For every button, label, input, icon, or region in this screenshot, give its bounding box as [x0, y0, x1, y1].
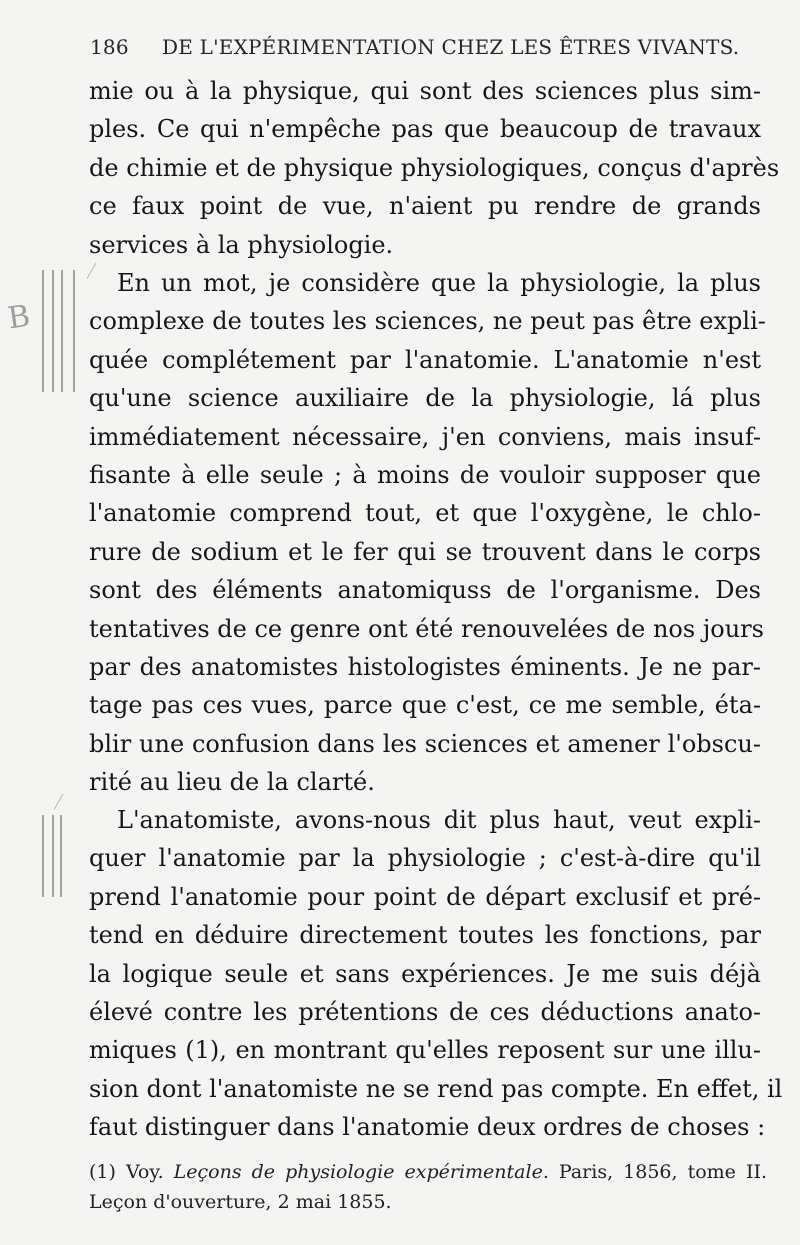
- text-line: complexe de toutes les sciences, ne peut pas être expli-: [89, 307, 766, 336]
- text-line: prend l'anatomie pour point de départ exclusif et pré-: [89, 882, 761, 911]
- text-line: services à la physiologie.: [89, 230, 394, 259]
- text-line: rure de sodium et le fer qui se trouvent dans le corps: [89, 537, 761, 566]
- text-line: élevé contre les prétentions de ces déductions anato-: [89, 997, 761, 1026]
- text-line: En un mot, je considère que la physiologie, la plus: [117, 269, 761, 297]
- text-line: par des anatomistes histologistes éminents. Je ne par-: [89, 652, 761, 681]
- text-line: mie ou à la physique, qui sont des sciences plus sim-: [89, 77, 761, 105]
- text-line: fisante à elle seule ; à moins de vouloir supposer que: [89, 460, 761, 489]
- text-line: miques (1), en montrant qu'elles reposent sur une illu-: [89, 1036, 761, 1065]
- page-number: 186: [90, 35, 129, 59]
- text-line: qu'une science auxiliaire de la physiologie, lá plus: [89, 384, 761, 413]
- footnote-title: Leçons de physiologie expérimentale.: [173, 1161, 549, 1183]
- footnote-line: Leçon d'ouverture, 2 mai 1855.: [89, 1191, 392, 1213]
- pencil-slash-mark: [54, 794, 65, 811]
- text-line: tage pas ces vues, parce que c'est, ce me semble, éta-: [89, 691, 761, 720]
- page-header: [90, 35, 760, 65]
- text-line: tend en déduire directement toutes les fonctions, par: [89, 921, 761, 950]
- footnote-marker: (1) Voy.: [89, 1161, 164, 1183]
- text-line: ce faux point de vue, n'aient pu rendre de grands: [89, 192, 761, 221]
- pencil-margin-line: [52, 815, 54, 897]
- paragraph-3: [89, 801, 783, 1147]
- running-title: DE L'EXPÉRIMENTATION CHEZ LES ÊTRES VIVANTS.: [162, 35, 740, 59]
- text-line: faut distinguer dans l'anatomie deux ordres de choses :: [89, 1113, 766, 1142]
- footnote-reference: Paris, 1856, tome II.: [558, 1161, 768, 1183]
- text-line: ples. Ce qui n'empêche pas que beaucoup de travaux: [89, 115, 761, 144]
- pencil-margin-line: [61, 270, 63, 392]
- pencil-letter-annotation: B: [5, 298, 33, 337]
- pencil-margin-line: [60, 815, 62, 897]
- text-line: sont des éléments anatomiquss de l'organisme. Des: [89, 576, 761, 605]
- text-line: de chimie et de physique physiologiques, conçus d'après: [89, 153, 780, 182]
- text-line: la logique seule et sans expériences. Je me suis déjà: [89, 959, 761, 988]
- footnote-line: [89, 1157, 767, 1187]
- text-line: blir une confusion dans les sciences et amener l'obscu-: [89, 729, 761, 758]
- text-line: L'anatomiste, avons-nous dit plus haut, veut expli-: [117, 806, 761, 834]
- text-line: tentatives de ce genre ont été renouvelées de nos jours: [89, 614, 764, 643]
- text-line: rité au lieu de la clarté.: [89, 768, 375, 797]
- text-line: immédiatement nécessaire, j'en conviens, mais insuf-: [89, 422, 761, 451]
- pencil-margin-line: [42, 270, 44, 392]
- text-line: l'anatomie comprend tout, et que l'oxygène, le chlo-: [89, 499, 761, 528]
- text-line: quée complétement par l'anatomie. L'anatomie n'est: [89, 345, 761, 374]
- paragraph-1: [89, 72, 780, 264]
- pencil-margin-line: [52, 270, 54, 392]
- pencil-margin-line: [42, 815, 44, 897]
- paragraph-2: [89, 264, 766, 801]
- pencil-margin-line: [73, 270, 75, 392]
- text-line: quer l'anatomie par la physiologie ; c'est-à-dire qu'il: [89, 844, 761, 873]
- footnote: [89, 1157, 767, 1217]
- text-line: sion dont l'anatomiste ne se rend pas compte. En effet, il: [89, 1074, 783, 1103]
